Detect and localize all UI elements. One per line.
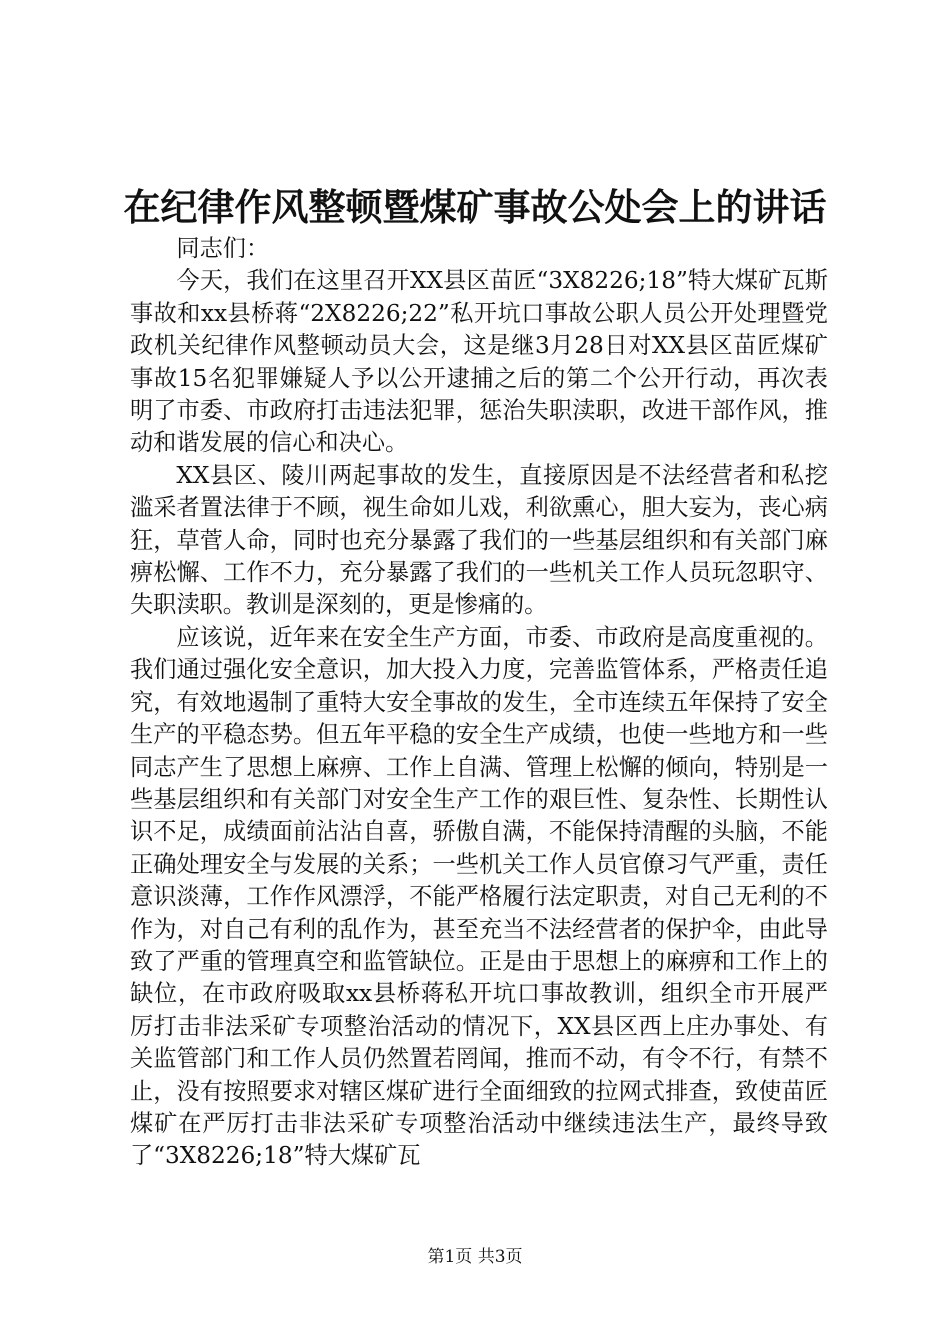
paragraph-3: 应该说，近年来在安全生产方面，市委、市政府是高度重视的。我们通过强化安全意识，加大投入力度，完善监管体系，严格责任追究，有效地遏制了重特大安全事故的发生，全市连续五年保持了安全生产的平稳态势。但五年平稳的安全生产成绩，也使一些地方和一些同志产生了思想上麻痹、工作上自满、管理上松懈的倾向，特别是一些基层组织和有关部门对安全生产工作的艰巨性、复杂性、长期性认识不足，成绩面前沾沾自喜，骄傲自满，不能保持清醒的头脑，不能正确处理安全与发展的关系；一些机关工作人员官僚习气严重，责任意识淡薄，工作作风漂浮，不能严格履行法定职责，对自己无利的不作为，对自己有利的乱作为，甚至充当不法经营者的保护伞，由此导致了严重的管理真空和监管缺位。正是由于思想上的麻痹和工作上的缺位，在市政府吸取xx县桥蒋私开坑口事故教训，组织全市开展严厉打击非法采矿专项整治活动的情况下，XX县区西上庄办事处、有关监管部门和工作人员仍然置若罔闻，推而不动，有令不行，有禁不止，没有按照要求对辖区煤矿进行全面细致的拉网式排查，致使苗匠煤矿在严厉打击非法采矿专项整治活动中继续违法生产，最终导致了“3X8226;18”特大煤矿瓦 <box>130 623 828 1170</box>
document-body <box>130 233 828 1173</box>
salutation: 同志们： <box>176 235 270 262</box>
paragraph-1: 今天，我们在这里召开XX县区苗匠“3X8226;18”特大煤矿瓦斯事故和xx县桥蒋“2X8226;22”私开坑口事故公职人员公开处理暨党政机关纪律作风整顿动员大会，这是继3月28日对XX县区苗匠煤矿事故15名犯罪嫌疑人予以公开逮捕之后的第二个公开行动，再次表明了市委、市政府打击违法犯罪，惩治失职渎职，改进干部作风，推动和谐发展的信心和决心。 <box>130 267 828 457</box>
document-title: 在纪律作风整顿暨煤矿事故公处会上的讲话 <box>123 185 827 229</box>
page-number-footer: 第1页 共3页 <box>427 1247 523 1267</box>
paragraph-2: XX县区、陵川两起事故的发生，直接原因是不法经营者和私挖滥采者置法律于不顾，视生命如儿戏，利欲熏心，胆大妄为，丧心病狂，草菅人命，同时也充分暴露了我们的一些基层组织和有关部门麻痹松懈、工作不力，充分暴露了我们的一些机关工作人员玩忽职守、失职渎职。教训是深刻的，更是惨痛的。 <box>130 461 828 619</box>
